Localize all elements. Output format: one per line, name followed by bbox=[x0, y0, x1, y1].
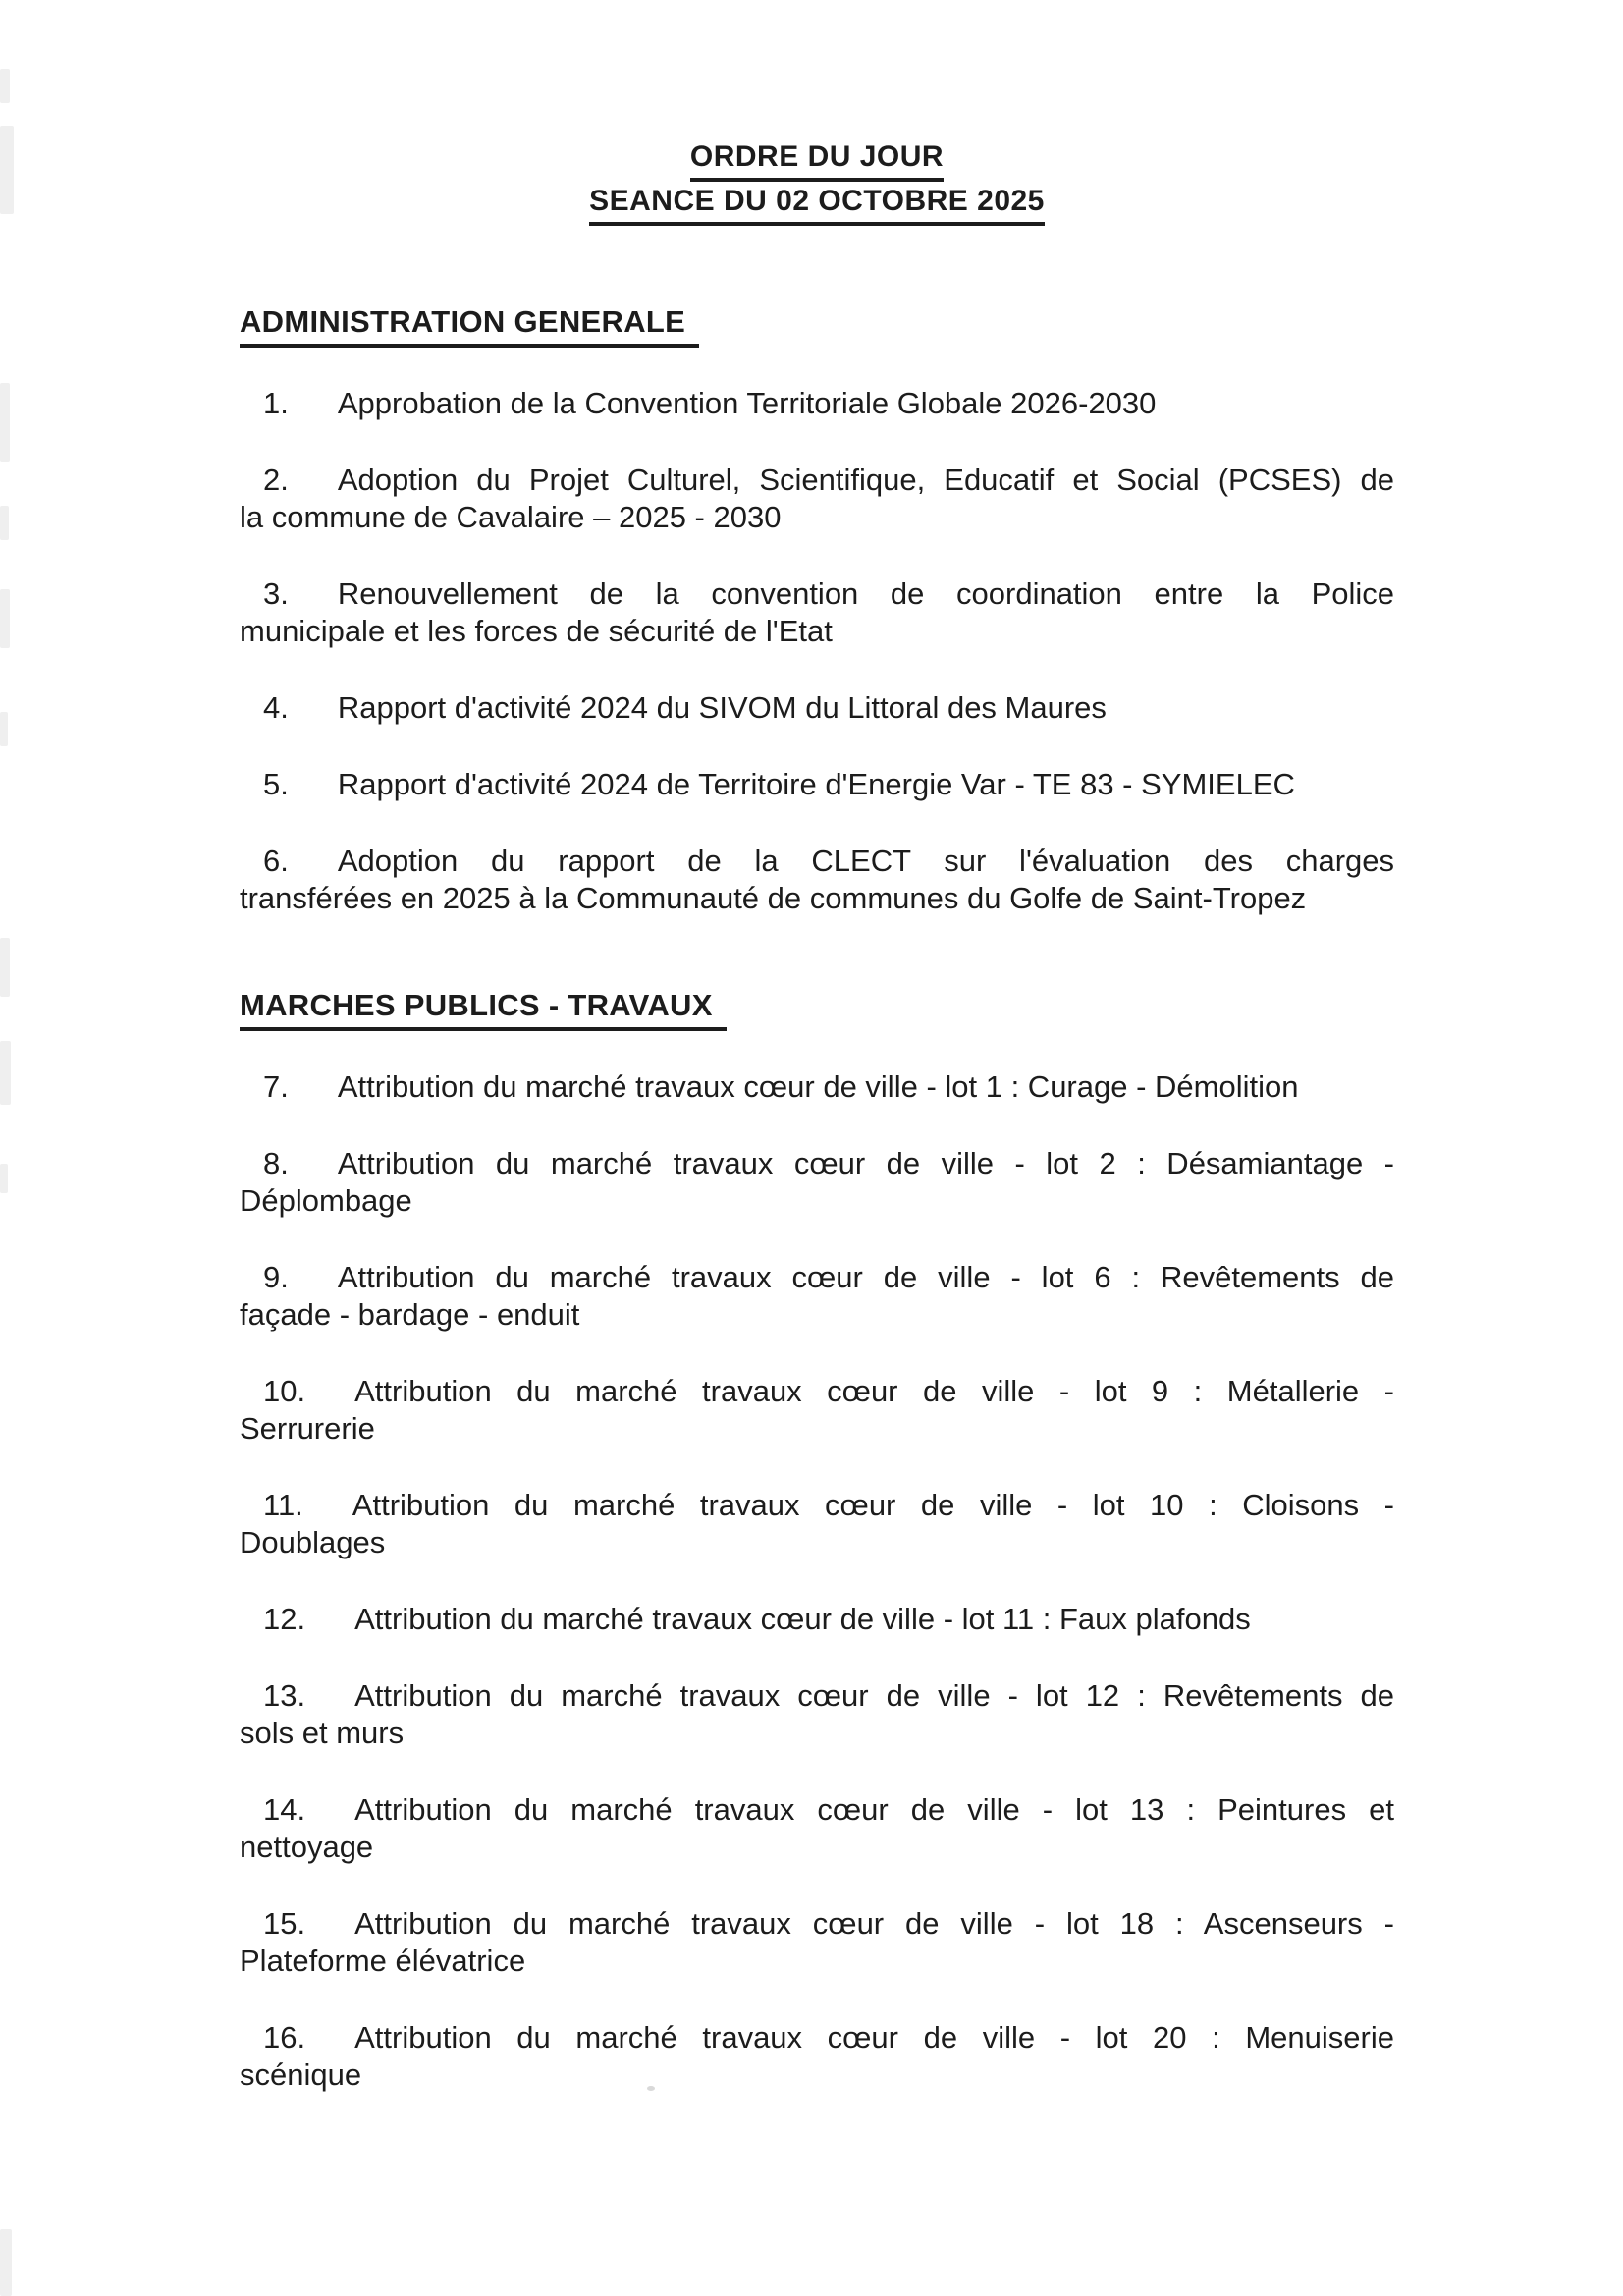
item-text-line-1: Approbation de la Convention Territoriale Globale 2026-2030 bbox=[337, 386, 1157, 420]
agenda-item bbox=[240, 766, 1394, 803]
section-heading-text: ADMINISTRATION GENERALE bbox=[240, 302, 699, 348]
item-number: 10. bbox=[263, 1374, 306, 1408]
scan-artifact bbox=[0, 938, 10, 997]
agenda-item bbox=[240, 1373, 1394, 1448]
document-title bbox=[240, 137, 1394, 226]
document-body bbox=[240, 302, 1394, 2094]
item-number: 13. bbox=[263, 1678, 306, 1713]
item-number: 8. bbox=[263, 1146, 289, 1180]
agenda-item bbox=[240, 1145, 1394, 1220]
item-text-line-1: Attribution du marché travaux cœur de ville - lot 20 : Menuiserie bbox=[354, 2020, 1394, 2054]
item-number: 6. bbox=[263, 844, 289, 878]
agenda-item bbox=[240, 1068, 1394, 1106]
item-text-line-2: Déplombage bbox=[240, 1183, 412, 1218]
item-text-line-2: façade - bardage - enduit bbox=[240, 1297, 580, 1332]
item-text-line-1: Attribution du marché travaux cœur de ville - lot 2 : Désamiantage - bbox=[337, 1146, 1394, 1180]
agenda-item bbox=[240, 575, 1394, 650]
item-number: 14. bbox=[263, 1792, 306, 1827]
item-text-line-2: municipale et les forces de sécurité de l'Etat bbox=[240, 614, 833, 648]
item-first-line bbox=[240, 1905, 1394, 1942]
item-number: 12. bbox=[263, 1602, 306, 1636]
section-heading-text: MARCHES PUBLICS - TRAVAUX bbox=[240, 986, 727, 1031]
agenda-item bbox=[240, 462, 1394, 536]
item-text-line-1: Attribution du marché travaux cœur de ville - lot 10 : Cloisons - bbox=[352, 1488, 1394, 1522]
item-text-line-1: Attribution du marché travaux cœur de ville - lot 9 : Métallerie - bbox=[354, 1374, 1394, 1408]
title-line-1 bbox=[240, 137, 1394, 182]
item-first-line bbox=[240, 385, 1394, 422]
agenda-item bbox=[240, 1677, 1394, 1752]
item-first-line bbox=[240, 1487, 1394, 1524]
item-text-line-2: Doublages bbox=[240, 1525, 386, 1559]
scan-artifact bbox=[0, 589, 10, 648]
scan-artifact bbox=[0, 506, 9, 540]
item-first-line bbox=[240, 1373, 1394, 1410]
item-first-line bbox=[240, 1601, 1394, 1638]
title-text-1: ORDRE DU JOUR bbox=[690, 137, 944, 182]
scan-artifact bbox=[0, 2229, 12, 2296]
item-first-line bbox=[240, 766, 1394, 803]
agenda-item bbox=[240, 385, 1394, 422]
item-first-line bbox=[240, 1259, 1394, 1296]
agenda-item bbox=[240, 1601, 1394, 1638]
item-text-line-2: nettoyage bbox=[240, 1830, 374, 1864]
item-first-line bbox=[240, 689, 1394, 727]
item-number: 4. bbox=[263, 690, 289, 725]
scan-artifact bbox=[0, 1041, 11, 1105]
item-text-line-2: sols et murs bbox=[240, 1716, 405, 1750]
agenda-item bbox=[240, 689, 1394, 727]
scan-artifact bbox=[0, 383, 10, 462]
scan-artifact bbox=[0, 712, 8, 746]
item-number: 16. bbox=[263, 2020, 306, 2054]
agenda-item bbox=[240, 2019, 1394, 2094]
agenda-item bbox=[240, 1791, 1394, 1866]
item-first-line bbox=[240, 1791, 1394, 1829]
scan-artifact bbox=[0, 1164, 8, 1193]
item-text-line-1: Adoption du rapport de la CLECT sur l'évaluation des charges bbox=[337, 844, 1394, 878]
item-number: 5. bbox=[263, 767, 289, 801]
agenda-item bbox=[240, 1905, 1394, 1980]
item-number: 15. bbox=[263, 1906, 306, 1941]
item-text-line-2: Plateforme élévatrice bbox=[240, 1943, 526, 1978]
item-number: 3. bbox=[263, 576, 289, 611]
item-number: 7. bbox=[263, 1069, 289, 1104]
item-text-line-1: Rapport d'activité 2024 du SIVOM du Littoral des Maures bbox=[337, 690, 1107, 725]
section-heading bbox=[240, 302, 1394, 348]
item-text-line-1: Attribution du marché travaux cœur de ville - lot 13 : Peintures et bbox=[354, 1792, 1394, 1827]
item-text-line-2: scénique bbox=[240, 2057, 362, 2092]
item-text-line-1: Rapport d'activité 2024 de Territoire d'Energie Var - TE 83 - SYMIELEC bbox=[337, 767, 1295, 801]
agenda-item bbox=[240, 843, 1394, 917]
item-first-line bbox=[240, 2019, 1394, 2056]
item-text-line-2: Serrurerie bbox=[240, 1411, 375, 1446]
item-first-line bbox=[240, 1068, 1394, 1106]
section-heading bbox=[240, 986, 1394, 1031]
item-first-line bbox=[240, 1145, 1394, 1182]
agenda-item bbox=[240, 1259, 1394, 1334]
item-number: 11. bbox=[263, 1488, 303, 1522]
item-number: 9. bbox=[263, 1260, 289, 1294]
item-text-line-2: transférées en 2025 à la Communauté de communes du Golfe de Saint-Tropez bbox=[240, 881, 1307, 915]
item-first-line bbox=[240, 1677, 1394, 1715]
item-first-line bbox=[240, 575, 1394, 613]
item-text-line-1: Attribution du marché travaux cœur de ville - lot 1 : Curage - Démolition bbox=[337, 1069, 1299, 1104]
item-first-line bbox=[240, 462, 1394, 499]
item-text-line-1: Adoption du Projet Culturel, Scientifique, Educatif et Social (PCSES) de bbox=[337, 463, 1394, 497]
title-line-2 bbox=[240, 182, 1394, 226]
item-text-line-1: Attribution du marché travaux cœur de ville - lot 6 : Revêtements de bbox=[337, 1260, 1394, 1294]
item-text-line-1: Attribution du marché travaux cœur de ville - lot 12 : Revêtements de bbox=[354, 1678, 1394, 1713]
item-number: 1. bbox=[263, 386, 289, 420]
item-text-line-1: Attribution du marché travaux cœur de ville - lot 18 : Ascenseurs - bbox=[354, 1906, 1394, 1941]
item-number: 2. bbox=[263, 463, 289, 497]
document-content bbox=[240, 0, 1394, 2133]
scan-artifact bbox=[0, 126, 14, 214]
item-text-line-1: Attribution du marché travaux cœur de ville - lot 11 : Faux plafonds bbox=[354, 1602, 1251, 1636]
item-first-line bbox=[240, 843, 1394, 880]
agenda-item bbox=[240, 1487, 1394, 1561]
item-text-line-2: la commune de Cavalaire – 2025 - 2030 bbox=[240, 500, 782, 534]
item-text-line-1: Renouvellement de la convention de coordination entre la Police bbox=[337, 576, 1394, 611]
scan-artifact bbox=[0, 69, 10, 103]
title-text-2: SEANCE DU 02 OCTOBRE 2025 bbox=[589, 182, 1045, 226]
